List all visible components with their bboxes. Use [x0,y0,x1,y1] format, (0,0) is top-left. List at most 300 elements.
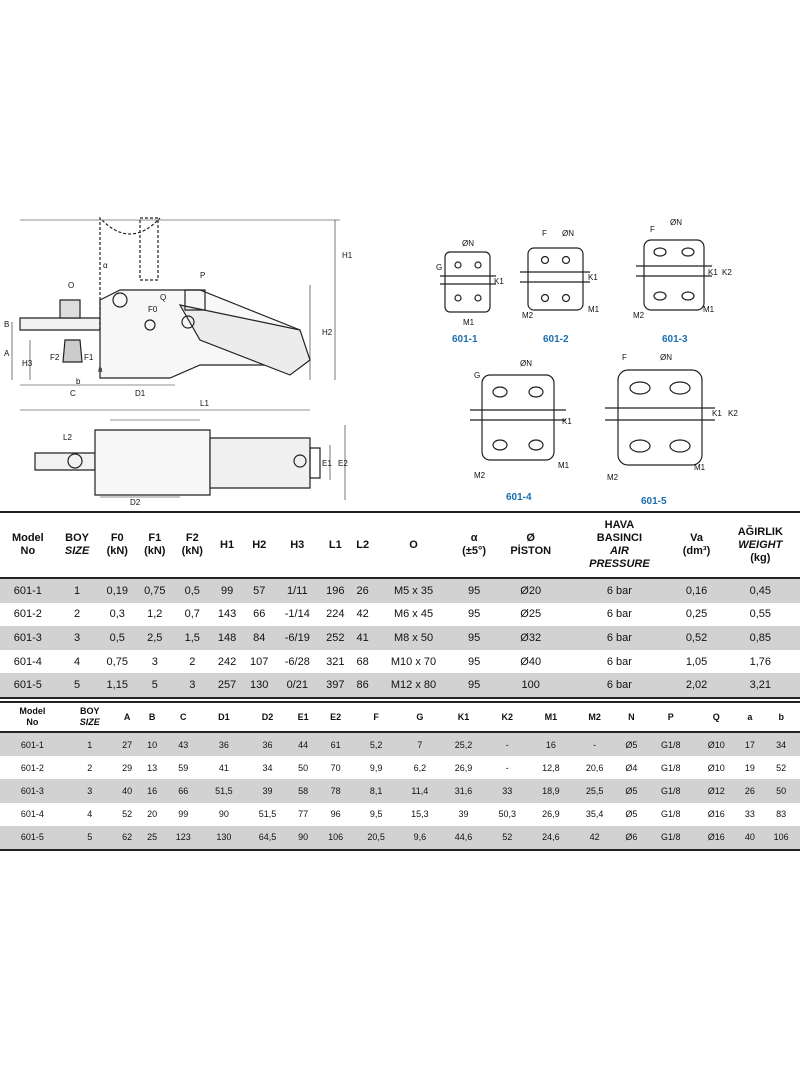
table2-header-cell [485,702,529,732]
table-cell: 95 [453,626,495,650]
table-cell: 601-3 [0,626,56,650]
table-cell: 6 bar [566,603,672,627]
table-cell: Ø10 [695,732,737,756]
label-plate1-G: G [436,263,443,272]
label-b: b [76,377,81,386]
table-cell: 601-1 [0,578,56,603]
table-cell: 143 [211,603,243,627]
table-cell: 3 [65,779,115,802]
table-cell: 3 [136,650,174,674]
label-H3: H3 [22,359,33,368]
table2-header-cell [442,702,486,732]
table-cell: 41 [351,626,374,650]
table-cell: 25,5 [573,779,617,802]
header-text: F0 [110,532,124,544]
table-cell: 52 [762,756,800,779]
table-cell: 26,9 [442,756,486,779]
table1-header-cell [495,512,566,578]
table-header-row [0,512,800,578]
variant-label-601-2: 601-2 [543,334,569,345]
table-row [0,732,800,756]
header-text: SIZE [64,545,90,557]
table-cell: 10 [140,732,165,756]
table-cell: 39 [442,803,486,826]
table-cell: 224 [319,603,351,627]
table-cell: 0,45 [721,578,800,603]
header-text: F1 [148,532,162,544]
table-cell: 51,5 [246,803,290,826]
table-cell: 11,4 [398,779,442,802]
table2-header-cell [529,702,573,732]
label-plate5-N: ØN [660,353,672,362]
label-plate5-K1: K1 [712,409,722,418]
table2-header-cell [0,702,65,732]
table-cell: 95 [453,650,495,674]
table-cell: 59 [165,756,202,779]
table-cell: 3,21 [721,673,800,698]
header-text: F [373,711,379,722]
variant-label-601-3: 601-3 [662,334,688,345]
header-text: (kN) [144,545,166,557]
header-text: P [667,711,674,722]
label-B: B [4,320,10,329]
label-F1: F1 [84,353,94,362]
label-a: a [98,365,103,374]
table-cell: 601-1 [0,732,65,756]
header-text: BASINCI [596,532,643,544]
table-cell: 8,1 [354,779,398,802]
label-E1: E1 [322,459,332,468]
label-H1: H1 [342,251,353,260]
table-cell: Ø32 [495,626,566,650]
variant-label-601-5: 601-5 [641,496,667,507]
table1-header-cell [136,512,174,578]
label-A: A [4,349,10,358]
label-F0: F0 [148,305,158,314]
table-cell: 130 [243,673,275,698]
table-cell: 9,9 [354,756,398,779]
header-text: Va [690,532,703,544]
table-cell: 20 [140,803,165,826]
table-cell: 26 [737,779,762,802]
technical-drawing [0,200,800,510]
table-cell: 90 [202,803,246,826]
label-plate5-M2: M2 [607,473,619,482]
table2-header-cell [762,702,800,732]
table-cell: 130 [202,826,246,850]
table-cell: -1/14 [275,603,319,627]
table2-header-cell [202,702,246,732]
table-cell: 31,6 [442,779,486,802]
table-cell: 6 bar [566,650,672,674]
table-cell: 1,2 [136,603,174,627]
table-cell: 36 [202,732,246,756]
table-cell: Ø5 [616,732,646,756]
table1-header-cell [99,512,137,578]
table-cell: 19 [737,756,762,779]
label-plate1-K1: K1 [494,277,504,286]
header-text: H1 [220,538,235,551]
table-cell: 86 [351,673,374,698]
table-cell: 68 [351,650,374,674]
table-cell: 6 bar [566,578,672,603]
table-cell: 5 [136,673,174,698]
table-cell: 601-2 [0,603,56,627]
table-cell: 2 [56,603,99,627]
table-cell: 42 [573,826,617,850]
table-row [0,756,800,779]
table-cell: 0,75 [136,578,174,603]
header-text: b [778,711,784,722]
header-text: D1 [218,711,230,722]
table-cell: 123 [165,826,202,850]
table-cell: 57 [243,578,275,603]
table-cell: Ø16 [695,826,737,850]
table-cell: 106 [762,826,800,850]
header-text: H2 [252,538,267,551]
table-cell: 601-3 [0,779,65,802]
table-row [0,650,800,674]
label-plate3-K1: K1 [708,268,718,277]
table2-header-cell [616,702,646,732]
table-cell: G1/8 [646,826,695,850]
table2-header-cell [289,702,316,732]
table-cell: 1/11 [275,578,319,603]
table-cell: 2 [65,756,115,779]
header-text: (kN) [181,545,203,557]
table-cell: 0,85 [721,626,800,650]
label-plate2-F: F [542,229,547,238]
table-cell: 4 [65,803,115,826]
table-cell: 34 [762,732,800,756]
table2-header-cell [165,702,202,732]
table1-header-cell [211,512,243,578]
table-cell: 5,2 [354,732,398,756]
label-L2: L2 [63,433,72,442]
table-cell: Ø16 [695,803,737,826]
table2-header-cell [695,702,737,732]
header-text: WEIGHT [738,538,783,551]
table1-header-cell [351,512,374,578]
table1-header-cell [319,512,351,578]
table2-header-cell [140,702,165,732]
table1-header-cell [56,512,99,578]
label-plate3-N: ØN [670,218,682,227]
header-text: Q [712,711,720,722]
table-cell: Ø4 [616,756,646,779]
table-cell: 83 [762,803,800,826]
label-plate4-G: G [474,371,481,380]
table-cell: 26 [351,578,374,603]
label-O: O [68,281,75,290]
header-text: D2 [261,711,274,722]
table-cell: 601-2 [0,756,65,779]
table-cell: 66 [165,779,202,802]
table-cell: 26,9 [529,803,573,826]
table-cell: M8 x 50 [374,626,453,650]
header-text: (kg) [750,551,771,564]
table1-header-cell [243,512,275,578]
label-E2: E2 [338,459,348,468]
table-cell: 34 [246,756,290,779]
table-cell: 2 [174,650,211,674]
table-cell: 6,2 [398,756,442,779]
label-L1: L1 [200,399,209,408]
table-cell: 1,05 [672,650,720,674]
header-text: M2 [588,711,601,722]
table-cell: M5 x 35 [374,578,453,603]
header-text: (kN) [106,545,128,557]
table-cell: 27 [115,732,140,756]
table-cell: 7 [398,732,442,756]
table-cell: 242 [211,650,243,674]
label-plate1-N: ØN [462,239,474,248]
label-D1: D1 [135,389,146,398]
table-cell: 35,4 [573,803,617,826]
label-P: P [200,271,206,280]
table-cell: 15,3 [398,803,442,826]
table-cell: 29 [115,756,140,779]
table-cell: 4 [56,650,99,674]
table-cell: Ø10 [695,756,737,779]
table-cell: 2,02 [672,673,720,698]
table-cell: 64,5 [246,826,290,850]
header-text: a [747,711,753,722]
table-cell: 601-4 [0,803,65,826]
header-text: BOY [65,532,89,544]
label-plate4-N: ØN [520,359,532,368]
table-cell: 41 [202,756,246,779]
header-text: L1 [328,538,342,551]
table-cell: 44 [289,732,316,756]
table-cell: 601-4 [0,650,56,674]
table-cell: 66 [243,603,275,627]
specs-table-dimensions [0,701,800,851]
header-text: E2 [330,711,342,722]
table-cell: - [485,756,529,779]
table-cell: 397 [319,673,351,698]
label-plate2-K1: K1 [588,273,598,282]
table2-header-cell [737,702,762,732]
table-cell: Ø5 [616,803,646,826]
table-cell: 42 [351,603,374,627]
table1-header-cell [275,512,319,578]
table-cell: 196 [319,578,351,603]
label-plate2-M1: M1 [588,305,600,314]
header-text: L2 [356,538,370,551]
table-cell: 13 [140,756,165,779]
table-cell: 58 [289,779,316,802]
table-cell: 0,5 [99,626,137,650]
table2-header-cell [115,702,140,732]
table-cell: 17 [737,732,762,756]
table-cell: M12 x 80 [374,673,453,698]
table-row [0,603,800,627]
table-cell: 95 [453,673,495,698]
table1-header-cell [0,512,56,578]
table-row [0,578,800,603]
table-cell: 0,75 [99,650,137,674]
table-cell: 0,16 [672,578,720,603]
header-text: PRESSURE [589,558,650,570]
table-row [0,779,800,802]
table-cell: 20,5 [354,826,398,850]
table-cell: 5 [56,673,99,698]
table-cell: 62 [115,826,140,850]
header-text: N [628,711,635,722]
table1-header-cell [721,512,800,578]
label-plate5-K2: K2 [728,409,738,418]
table1-header-cell [672,512,720,578]
table-cell: 51,5 [202,779,246,802]
table-cell: 2,5 [136,626,174,650]
label-H2: H2 [322,328,333,337]
table2-header-cell [646,702,695,732]
table-cell: G1/8 [646,779,695,802]
header-text: H3 [290,538,305,551]
table-cell: 52 [115,803,140,826]
table-cell: 33 [737,803,762,826]
table-cell: 1,15 [99,673,137,698]
table1-header-cell [453,512,495,578]
table2-header-cell [354,702,398,732]
table-cell: 601-5 [0,826,65,850]
table-cell: G1/8 [646,732,695,756]
label-plate1-M1: M1 [463,318,475,327]
header-text: α [470,532,478,544]
table-cell: 107 [243,650,275,674]
table2-header-cell [573,702,617,732]
table-cell: Ø25 [495,603,566,627]
table-cell: -6/28 [275,650,319,674]
header-text: AIR [609,545,629,557]
label-C: C [70,389,76,398]
variant-label-601-4: 601-4 [506,492,532,503]
table-cell: 16 [140,779,165,802]
header-text: G [416,711,424,722]
table-cell: Ø6 [616,826,646,850]
table-cell: 50 [762,779,800,802]
table-cell: 95 [453,603,495,627]
label-plate2-M2: M2 [522,311,534,320]
table-row [0,803,800,826]
table-cell: 3 [56,626,99,650]
table2-header-cell [65,702,115,732]
table-cell: 0,52 [672,626,720,650]
table-cell: 9,6 [398,826,442,850]
header-text: A [123,711,131,722]
table-cell: 40 [115,779,140,802]
header-text: K1 [457,711,470,722]
table-cell: 39 [246,779,290,802]
table-cell: 1,5 [174,626,211,650]
header-text: BOY [79,706,100,716]
table2-header-cell [246,702,290,732]
table-cell: 1 [65,732,115,756]
table-cell: 78 [317,779,354,802]
header-text: B [148,711,156,722]
table-cell: -6/19 [275,626,319,650]
table-cell: 61 [317,732,354,756]
specs-table-main [0,511,800,699]
table1-header-cell [174,512,211,578]
table-cell: 44,6 [442,826,486,850]
table-cell: 321 [319,650,351,674]
label-alpha: α [103,261,108,270]
table-cell: Ø5 [616,779,646,802]
table-cell: 0,5 [174,578,211,603]
header-text: (±5°) [462,545,487,557]
label-Q: Q [160,293,167,302]
label-plate5-M1: M1 [694,463,706,472]
header-text: (dm³) [682,545,711,557]
header-text: Model [11,532,44,544]
table-cell: 6 bar [566,626,672,650]
table-cell: Ø20 [495,578,566,603]
table-cell: 50 [289,756,316,779]
table-cell: 0,3 [99,603,137,627]
table-cell: 1,76 [721,650,800,674]
table-cell: 33 [485,779,529,802]
table-cell: 0/21 [275,673,319,698]
label-F2: F2 [50,353,60,362]
label-plate3-K2: K2 [722,268,732,277]
table-cell: 9,5 [354,803,398,826]
header-text: AĞIRLIK [737,525,783,538]
table-cell: 20,6 [573,756,617,779]
header-text: SIZE [79,717,100,727]
table2-header-cell [317,702,354,732]
table-row [0,826,800,850]
header-text: Model [19,706,46,716]
table-cell: 99 [165,803,202,826]
table-cell: 36 [246,732,290,756]
label-plate4-M2: M2 [474,471,486,480]
table-cell: 257 [211,673,243,698]
label-plate4-K1: K1 [562,417,572,426]
table-cell: 106 [317,826,354,850]
table-cell: 52 [485,826,529,850]
table-cell: G1/8 [646,756,695,779]
table-cell: 70 [317,756,354,779]
header-text: F2 [185,532,199,544]
variant-label-601-1: 601-1 [452,334,478,345]
table-cell: 601-5 [0,673,56,698]
header-text: M1 [544,711,558,722]
table-cell: 1 [56,578,99,603]
table-cell: G1/8 [646,803,695,826]
table-cell: 95 [453,578,495,603]
table-cell: 0,25 [672,603,720,627]
table-cell: 25 [140,826,165,850]
header-text: E1 [297,711,309,722]
table-cell: 24,6 [529,826,573,850]
table-cell: 90 [289,826,316,850]
header-text: K2 [501,711,513,722]
table-cell: 77 [289,803,316,826]
table-row [0,673,800,698]
table-cell: 84 [243,626,275,650]
table2-header-cell [398,702,442,732]
table-cell: - [485,732,529,756]
table-cell: 12,8 [529,756,573,779]
header-text: PİSTON [510,545,552,557]
label-plate5-F: F [622,353,627,362]
table-cell: 3 [174,673,211,698]
header-text: O [409,538,418,551]
table1-header-cell [566,512,672,578]
table-cell: Ø12 [695,779,737,802]
